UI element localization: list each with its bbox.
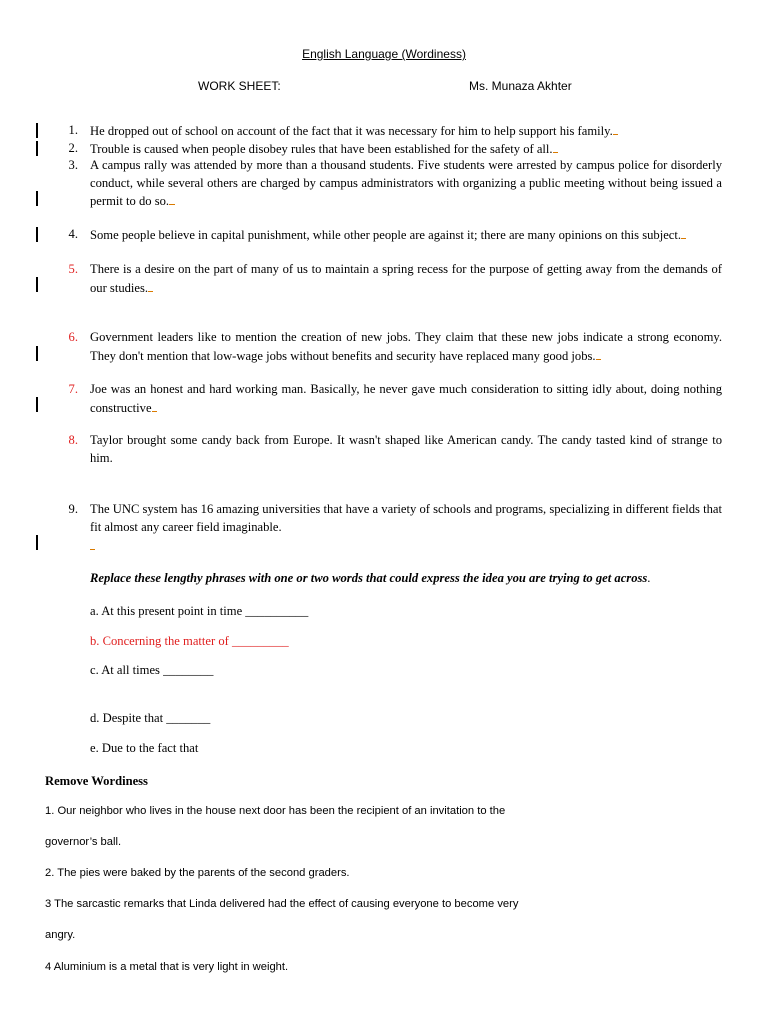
revision-bar: [36, 397, 38, 412]
exercise-line: governor’s ball.: [45, 836, 122, 848]
item-number: 1.: [68, 123, 78, 137]
exercise-line: angry.: [45, 929, 76, 941]
item-number: 2.: [68, 141, 78, 155]
exercise-line: 3 The sarcastic remarks that Linda delivered had the effect of causing everyone to become very: [45, 898, 519, 910]
list-item: Some people believe in capital punishment, while other people are against it; there are many opinions on this subject.: [90, 226, 722, 245]
list-item: Taylor brought some candy back from Europe. It wasn't shaped like American candy. The candy tasted kind of strange to him.: [90, 433, 722, 465]
list-item: A campus rally was attended by more than a thousand students. Five students were arrested by campus police for disorderly conduct, while several others are charged by campus administrators with organizing a public meeting without being issued a permit to do so.: [90, 158, 722, 208]
list-item: Government leaders like to mention the creation of new jobs. They claim that these new jobs indicate a strong economy. They don't mention that low-wage jobs without benefits and security have replaced many good jobs.: [90, 330, 722, 363]
revision-bar: [36, 191, 38, 206]
section-heading: Remove Wordiness: [45, 774, 148, 788]
exercise-line: 4 Aluminium is a metal that is very light in weight.: [45, 961, 289, 973]
format-mark: [90, 537, 95, 550]
teacher-name: Ms. Munaza Akhter: [469, 79, 572, 93]
phrase-item: a. At this present point in time __________: [90, 604, 309, 618]
list-item: He dropped out of school on account of the fact that it was necessary for him to help support his family.: [90, 122, 722, 141]
page-title: English Language (Wordiness): [302, 47, 466, 61]
phrase-item: b. Concerning the matter of _________: [90, 634, 289, 648]
list-item: Joe was an honest and hard working man. Basically, he never gave much consideration to sitting idly about, doing nothing constructive: [90, 382, 722, 415]
item-number: 4.: [68, 227, 78, 241]
phrase-item: c. At all times ________: [90, 663, 214, 677]
exercise-line: 1. Our neighbor who lives in the house next door has been the recipient of an invitation to the: [45, 805, 506, 817]
item-number: 3.: [68, 158, 78, 172]
exercise-line: 2. The pies were baked by the parents of the second graders.: [45, 867, 350, 879]
revision-bar: [36, 277, 38, 292]
worksheet-label: WORK SHEET:: [198, 79, 281, 93]
revision-bar: [36, 346, 38, 361]
phrase-item: e. Due to the fact that: [90, 741, 199, 755]
item-number: 7.: [68, 382, 78, 396]
list-item: The UNC system has 16 amazing universities that have a variety of schools and programs, specializing in different fields that fit almost any career field imaginable.: [90, 502, 722, 534]
revision-bar: [36, 535, 38, 550]
instruction: Replace these lengthy phrases with one or two words that could express the idea you are trying to get across.: [90, 571, 651, 585]
item-number: 5.: [68, 262, 78, 276]
list-item: There is a desire on the part of many of us to maintain a spring recess for the purpose of getting away from the demands of our studies.: [90, 262, 722, 295]
item-number: 6.: [68, 330, 78, 344]
list-item: Trouble is caused when people disobey rules that have been established for the safety of all.: [90, 140, 722, 159]
item-number: 8.: [68, 433, 78, 447]
item-number: 9.: [68, 502, 78, 516]
phrase-item: d. Despite that _______: [90, 711, 211, 725]
